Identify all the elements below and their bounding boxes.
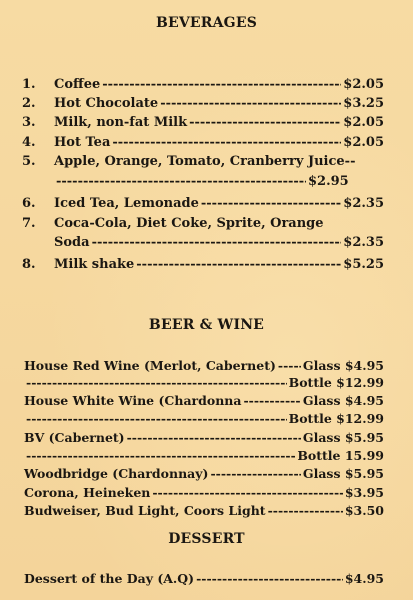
bottle-price: Bottle $12.99: [288, 375, 384, 390]
menu-item: [22, 95, 384, 112]
item-price: $2.05: [343, 135, 384, 150]
leader-dots: [210, 465, 300, 482]
item-name: Hot Tea: [54, 135, 111, 150]
glass-price: Glass $5.95: [302, 430, 384, 445]
leader-dots: [127, 429, 301, 446]
item-price: $2.35: [343, 196, 384, 211]
leader-dots: [268, 502, 343, 519]
menu-item: [22, 153, 384, 170]
menu-item: [22, 195, 384, 212]
menu-item: [24, 429, 384, 446]
glass-price: Glass $4.95: [302, 393, 384, 408]
item-number: 4.: [22, 135, 36, 150]
item-number: 1.: [22, 77, 36, 92]
leader-dots: [102, 76, 341, 93]
glass-price: Glass $4.95: [302, 358, 384, 373]
menu-item: [22, 215, 384, 232]
item-price: $3.50: [344, 503, 384, 518]
item-name: Coca-Cola, Diet Coke, Sprite, Orange: [54, 216, 324, 231]
menu-item: [24, 570, 384, 587]
leader-dots: [136, 256, 341, 273]
leader-dots: [152, 484, 342, 501]
item-price: $2.05: [343, 115, 384, 130]
glass-price: Glass $5.95: [302, 466, 384, 481]
menu-item-continuation: [22, 173, 384, 190]
item-name: Woodbridge (Chardonnay): [24, 466, 209, 481]
leader-dots: [112, 134, 341, 151]
menu-item: [22, 134, 384, 151]
item-price: $2.95: [308, 174, 349, 189]
item-name: Apple, Orange, Tomato, Cranberry Juice--: [54, 154, 356, 169]
item-name: Hot Chocolate: [54, 96, 159, 111]
item-price: $4.95: [344, 571, 384, 586]
menu-item-continuation: [24, 410, 384, 427]
leader-dots: [196, 570, 343, 587]
menu-item: [22, 256, 384, 273]
leader-dots: [201, 195, 341, 212]
item-name: Budweiser, Bud Light, Coors Light: [24, 503, 266, 518]
beverages-heading: BEVERAGES: [155, 15, 258, 31]
item-name: House Red Wine (Merlot, Cabernet): [24, 358, 276, 373]
menu-item: [24, 357, 384, 374]
item-name: House White Wine (Chardonna: [24, 393, 242, 408]
leader-dots: [92, 234, 342, 251]
item-price: $3.95: [344, 485, 384, 500]
menu-item: [22, 76, 384, 93]
leader-dots: [56, 173, 306, 190]
item-number: 3.: [22, 115, 36, 130]
item-name: Iced Tea, Lemonade: [54, 196, 199, 211]
item-price: $2.35: [343, 235, 384, 250]
bottle-price: Bottle $12.99: [288, 411, 384, 426]
item-price: $2.05: [343, 77, 384, 92]
item-number: 8.: [22, 257, 36, 272]
item-number: 2.: [22, 96, 36, 111]
item-number: 6.: [22, 196, 36, 211]
leader-dots: [26, 410, 287, 427]
menu-item: [24, 502, 384, 519]
item-name: Corona, Heineken: [24, 485, 151, 500]
leader-dots: [26, 447, 295, 464]
menu-item-continuation: [22, 234, 384, 251]
leader-dots: [189, 114, 341, 131]
menu-item: [24, 484, 384, 501]
menu-item-continuation: [24, 374, 384, 391]
item-name: Coffee: [54, 77, 101, 92]
item-number: 5.: [22, 154, 36, 169]
item-name: Milk, non-fat Milk: [54, 115, 188, 130]
item-number: 7.: [22, 216, 36, 231]
leader-dots: [160, 95, 341, 112]
menu-item: [24, 392, 384, 409]
bottle-price: Bottle 15.99: [297, 448, 384, 463]
leader-dots: [243, 392, 300, 409]
item-name: Dessert of the Day (A.Q): [24, 571, 195, 586]
item-price: $3.25: [343, 96, 384, 111]
dessert-heading: DESSERT: [168, 531, 245, 547]
item-name: Milk shake: [54, 257, 135, 272]
menu-item-continuation: [24, 447, 384, 464]
leader-dots: [278, 357, 301, 374]
beer-wine-heading: BEER & WINE: [148, 317, 265, 333]
item-name-continued: Soda: [54, 235, 90, 250]
menu-item: [24, 465, 384, 482]
item-price: $5.25: [343, 257, 384, 272]
item-name: BV (Cabernet): [24, 430, 125, 445]
menu-item: [22, 114, 384, 131]
leader-dots: [26, 374, 287, 391]
